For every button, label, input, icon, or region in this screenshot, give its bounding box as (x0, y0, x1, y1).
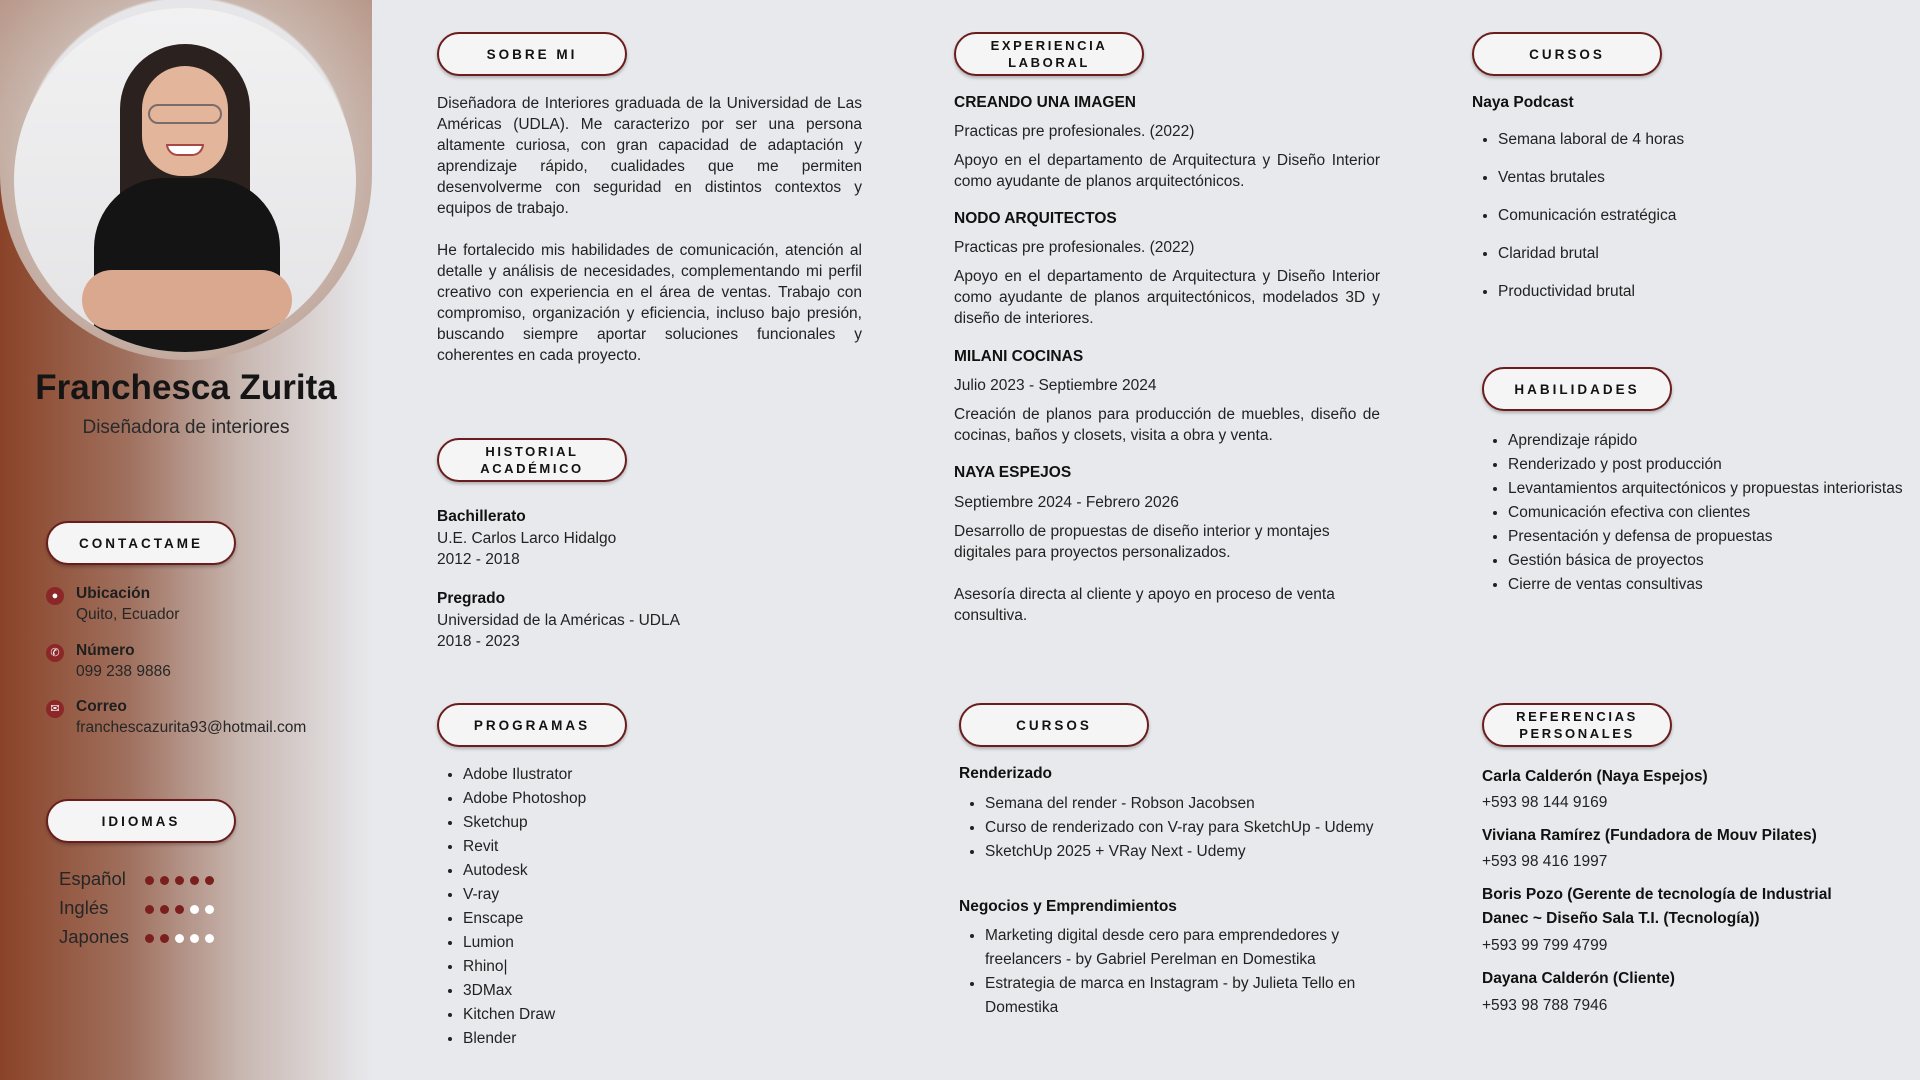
education-title: Bachillerato (437, 508, 526, 525)
level-dot (205, 876, 214, 885)
language-name: Japones (59, 926, 129, 947)
level-dot (160, 876, 169, 885)
course-list (959, 924, 1395, 1020)
experience-period: Practicas pre profesionales. (2022) (954, 239, 1195, 256)
profile-photo-frame (0, 0, 372, 360)
level-dot (145, 905, 154, 914)
courses-naya-title: Naya Podcast (1472, 94, 1574, 111)
skill-item: • Aprendizaje rápido (1508, 429, 1908, 453)
program-item: • Blender (463, 1027, 586, 1051)
experience-company: CREANDO UNA IMAGEN (954, 94, 1136, 111)
education-title: Pregrado (437, 590, 506, 607)
reference-name: Carla Calderón (Naya Espejos) (1482, 768, 1708, 785)
course-item: • Marketing digital desde cero para emprendedores y freelancers - by Gabriel Perelman en Domestika (985, 924, 1395, 972)
reference-phone: +593 98 416 1997 (1482, 853, 1608, 870)
experience-period: Practicas pre profesionales. (2022) (954, 123, 1195, 140)
skills-heading: HABILIDADES (1482, 367, 1672, 411)
reference-phone: +593 99 799 4799 (1482, 937, 1608, 954)
level-dot (190, 905, 199, 914)
phone-icon: ✆ (46, 644, 64, 662)
program-item: • Enscape (463, 907, 586, 931)
course-item: • SketchUp 2025 + VRay Next - Udemy (985, 840, 1395, 864)
experience-period: Julio 2023 - Septiembre 2024 (954, 377, 1157, 394)
education-school: U.E. Carlos Larco Hidalgo (437, 530, 617, 547)
course-item: • Curso de renderizado con V-ray para SketchUp - Udemy (985, 816, 1395, 840)
about-paragraph-2: He fortalecido mis habilidades de comunicación, atención al detalle y análisis de necesidades, complementando mi perfil creativo con experiencia en el área de ventas. Trabajo con compromiso, organización y eficiencia, incluso bajo presión, buscando siempre aportar soluciones funcionales y coherentes en cada proyecto. (437, 242, 862, 364)
mail-icon: ✉ (46, 700, 64, 718)
reference-name: Boris Pozo (Gerente de tecnología de Industrial (1482, 886, 1832, 903)
level-dot (175, 876, 184, 885)
level-dot (145, 934, 154, 943)
courses-naya-heading: CURSOS (1472, 32, 1662, 76)
program-item: • 3DMax (463, 979, 586, 1003)
course-item: • Ventas brutales (1498, 159, 1684, 197)
skill-item: • Presentación y defensa de propuestas (1508, 525, 1908, 549)
level-dot (190, 876, 199, 885)
program-item: • V-ray (463, 883, 586, 907)
skill-item: • Cierre de ventas consultivas (1508, 573, 1908, 597)
profile-photo (14, 8, 356, 352)
level-dot (175, 905, 184, 914)
profile-name: Franchesca Zurita (35, 368, 337, 407)
course-group-title: Negocios y Emprendimientos (959, 898, 1177, 915)
program-item: • Autodesk (463, 859, 586, 883)
course-item: • Productividad brutal (1498, 273, 1684, 311)
courses-naya-list (1472, 121, 1684, 311)
contact-heading: CONTACTAME (46, 521, 236, 565)
program-item: • Lumion (463, 931, 586, 955)
skill-item: • Levantamientos arquitectónicos y propuestas interioristas (1508, 477, 1908, 501)
experience-heading: EXPERIENCIA LABORAL (954, 32, 1144, 76)
level-dot (205, 905, 214, 914)
level-dot (205, 934, 214, 943)
experience-description: Creación de planos para producción de muebles, diseño de cocinas, baños y closets, visita a obra y venta. (954, 406, 1380, 444)
reference-name: Viviana Ramírez (Fundadora de Mouv Pilates) (1482, 827, 1817, 844)
language-level-dots (145, 934, 214, 943)
language-name: Inglés (59, 897, 109, 918)
references-heading: REFERENCIAS PERSONALES (1482, 703, 1672, 747)
experience-period: Septiembre 2024 - Febrero 2026 (954, 494, 1179, 511)
skill-item: • Gestión básica de proyectos (1508, 549, 1908, 573)
experience-company: NAYA ESPEJOS (954, 464, 1072, 481)
language-level-dots (145, 905, 214, 914)
programs-list (437, 763, 586, 1051)
about-heading: SOBRE MI (437, 32, 627, 76)
about-paragraph-1: Diseñadora de Interiores graduada de la Universidad de Las Américas (UDLA). Me caracterizo por ser una persona altamente curiosa, con gran capacidad de adaptación y aprendizaje rápido, cualidades que me permiten desenvolverme con seguridad en distintos contextos y equipos de trabajo. (437, 95, 862, 217)
reference-name: Danec ~ Diseño Sala T.I. (Tecnología)) (1482, 910, 1760, 927)
languages-heading: IDIOMAS (46, 799, 236, 843)
courses-heading: CURSOS (959, 703, 1149, 747)
reference-phone: +593 98 788 7946 (1482, 997, 1608, 1014)
level-dot (160, 905, 169, 914)
programs-heading: PROGRAMAS (437, 703, 627, 747)
education-years: 2018 - 2023 (437, 633, 520, 650)
course-list (959, 792, 1395, 864)
level-dot (160, 934, 169, 943)
experience-description: Desarrollo de propuestas de diseño interior y montajes digitales para proyectos personalizados. (954, 523, 1330, 561)
program-item: • Kitchen Draw (463, 1003, 586, 1027)
experience-description: Asesoría directa al cliente y apoyo en proceso de venta consultiva. (954, 586, 1335, 624)
program-item: • Adobe Ilustrator (463, 763, 586, 787)
skill-item: • Comunicación efectiva con clientes (1508, 501, 1908, 525)
course-item: • Claridad brutal (1498, 235, 1684, 273)
experience-description: Apoyo en el departamento de Arquitectura y Diseño Interior como ayudante de planos arquitectónicos. (954, 152, 1380, 190)
experience-description: Apoyo en el departamento de Arquitectura y Diseño Interior como ayudante de planos arquitectónicos, modelados 3D y diseño de interiores. (954, 268, 1380, 327)
course-group-title: Renderizado (959, 765, 1053, 782)
program-item: • Revit (463, 835, 586, 859)
level-dot (175, 934, 184, 943)
reference-name: Dayana Calderón (Cliente) (1482, 970, 1675, 987)
level-dot (190, 934, 199, 943)
language-level-dots (145, 876, 214, 885)
location-pin-icon: ● (46, 587, 64, 605)
education-heading: HISTORIAL ACADÉMICO (437, 438, 627, 482)
course-item: • Estrategia de marca en Instagram - by Julieta Tello en Domestika (985, 972, 1395, 1020)
skill-item: • Renderizado y post producción (1508, 453, 1908, 477)
experience-company: NODO ARQUITECTOS (954, 210, 1117, 227)
course-item: • Semana laboral de 4 horas (1498, 121, 1684, 159)
language-name: Español (59, 868, 126, 889)
course-item: • Comunicación estratégica (1498, 197, 1684, 235)
education-years: 2012 - 2018 (437, 551, 520, 568)
program-item: • Adobe Photoshop (463, 787, 586, 811)
program-item: • Rhino| (463, 955, 586, 979)
program-item: • Sketchup (463, 811, 586, 835)
reference-phone: +593 98 144 9169 (1482, 794, 1608, 811)
education-school: Universidad de la Américas - UDLA (437, 612, 680, 629)
skills-list (1482, 429, 1908, 597)
profile-role: Diseñadora de interiores (82, 417, 290, 438)
course-item: • Semana del render - Robson Jacobsen (985, 792, 1395, 816)
experience-company: MILANI COCINAS (954, 348, 1084, 365)
level-dot (145, 876, 154, 885)
